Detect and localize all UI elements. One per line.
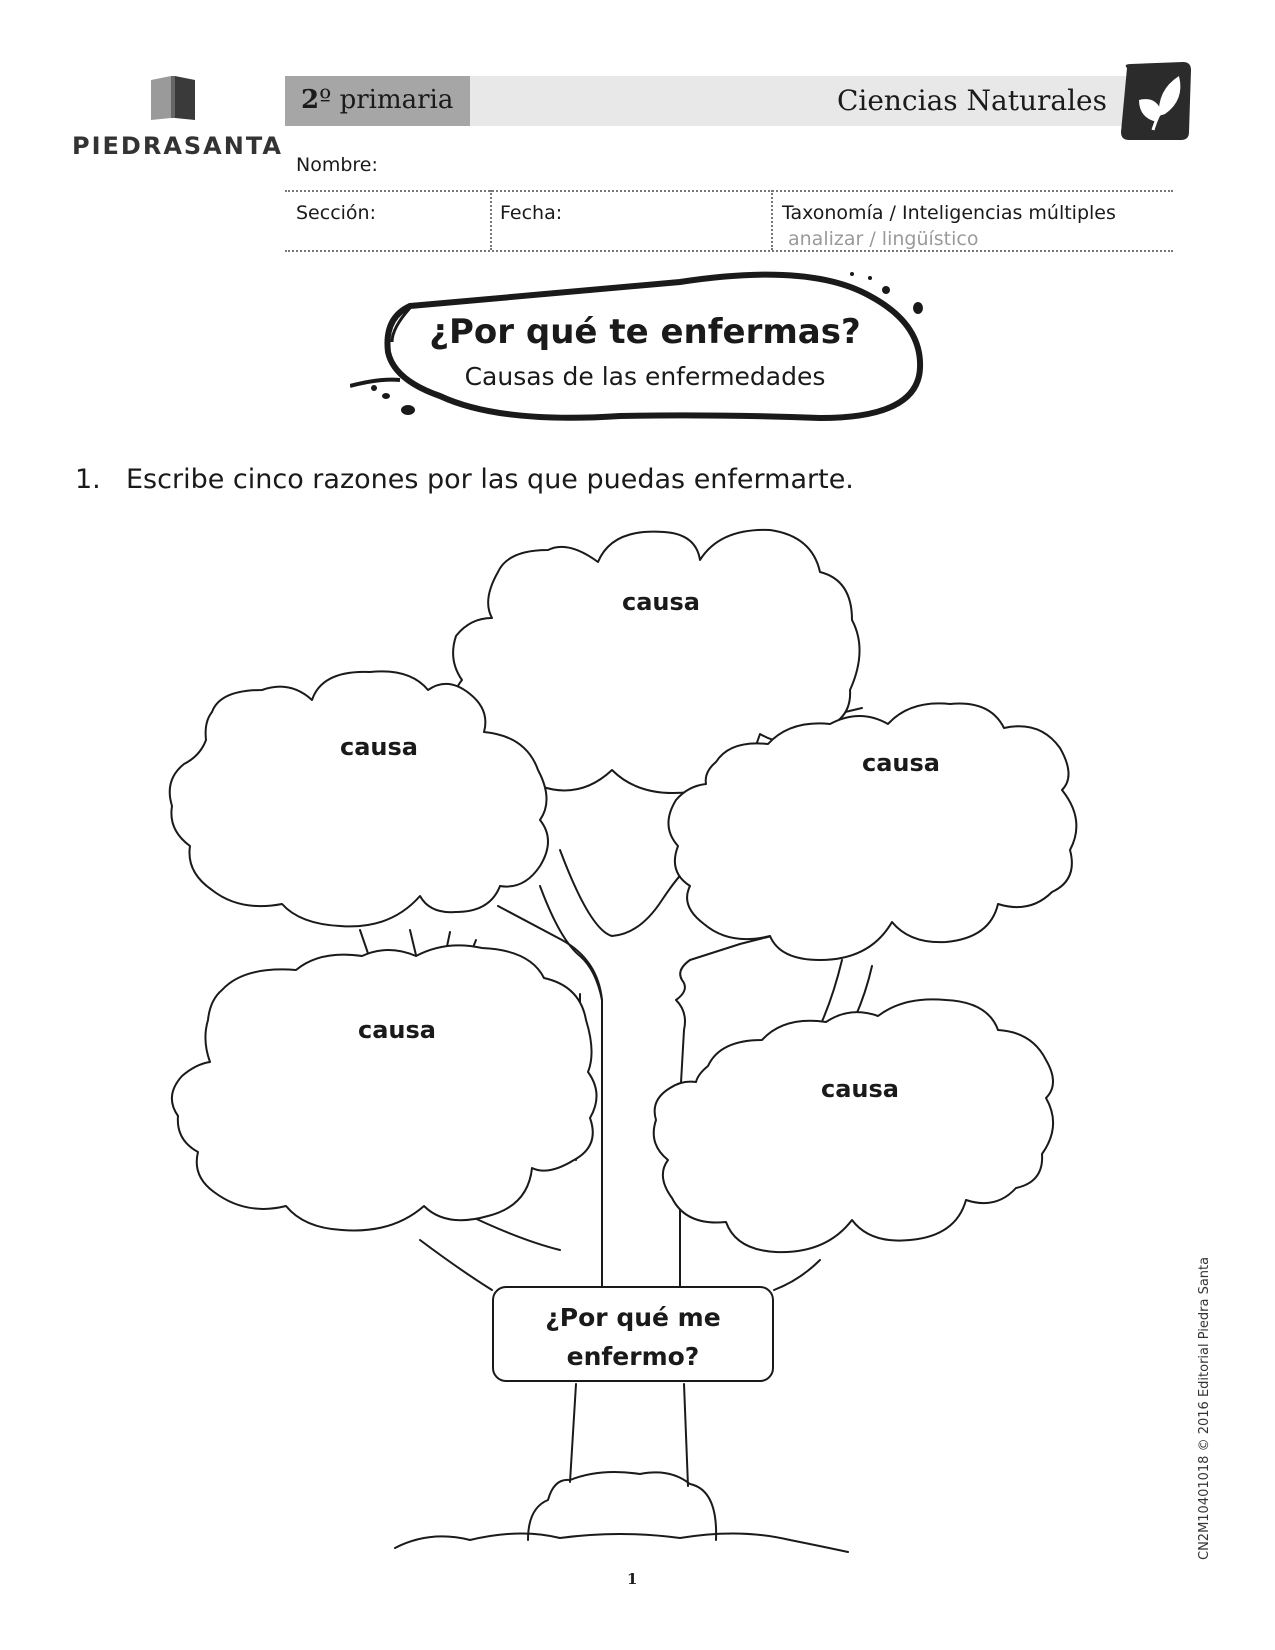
cloud-bubble <box>172 945 597 1230</box>
fecha-label: Fecha: <box>500 202 563 224</box>
page-number: 1 <box>627 1570 638 1588</box>
cloud-label-causa: causa <box>340 733 418 761</box>
page-title: ¿Por qué te enfermas? <box>429 312 861 352</box>
grade-band <box>285 76 470 126</box>
seccion-label: Sección: <box>296 202 376 224</box>
cloud-label-causa: causa <box>358 1016 436 1044</box>
instruction-text: Escribe cinco razones por las que puedas enfermarte. <box>126 464 854 495</box>
divider <box>285 250 1173 252</box>
brand-name: PIEDRASANTA <box>72 132 283 160</box>
central-question <box>494 1298 772 1376</box>
taxonomy-value: analizar / lingüístico <box>788 228 979 250</box>
instruction-number: 1. <box>75 464 101 495</box>
cloud-label-causa: causa <box>622 588 700 616</box>
copyright-text: CN2M10401018 © 2016 Editorial Piedra Santa <box>1197 1256 1212 1560</box>
grade-label <box>301 85 453 115</box>
cloud-label-causa: causa <box>862 749 940 777</box>
page-subtitle: Causas de las enfermedades <box>464 362 826 391</box>
ground-line <box>395 1533 848 1552</box>
subject-title: Ciencias Naturales <box>836 84 1107 117</box>
nombre-label: Nombre: <box>296 154 378 176</box>
cloud-bubble <box>654 999 1053 1252</box>
central-question-line1: ¿Por qué me <box>545 1303 721 1332</box>
title-banner <box>350 268 930 438</box>
grade-number: 2 <box>301 85 320 115</box>
subject-band <box>470 76 1135 126</box>
central-question-line2: enfermo? <box>566 1342 700 1371</box>
cloud-label-causa: causa <box>821 1075 899 1103</box>
tree-illustration <box>0 520 1275 1580</box>
grade-suffix: º primaria <box>319 85 454 115</box>
taxonomy-label: Taxonomía / Inteligencias múltiples <box>782 202 1116 224</box>
book-icon <box>145 74 201 122</box>
central-question-box <box>492 1286 774 1382</box>
leaf-icon <box>1117 60 1193 142</box>
divider <box>285 190 1173 192</box>
divider <box>771 190 773 250</box>
divider <box>490 190 492 250</box>
